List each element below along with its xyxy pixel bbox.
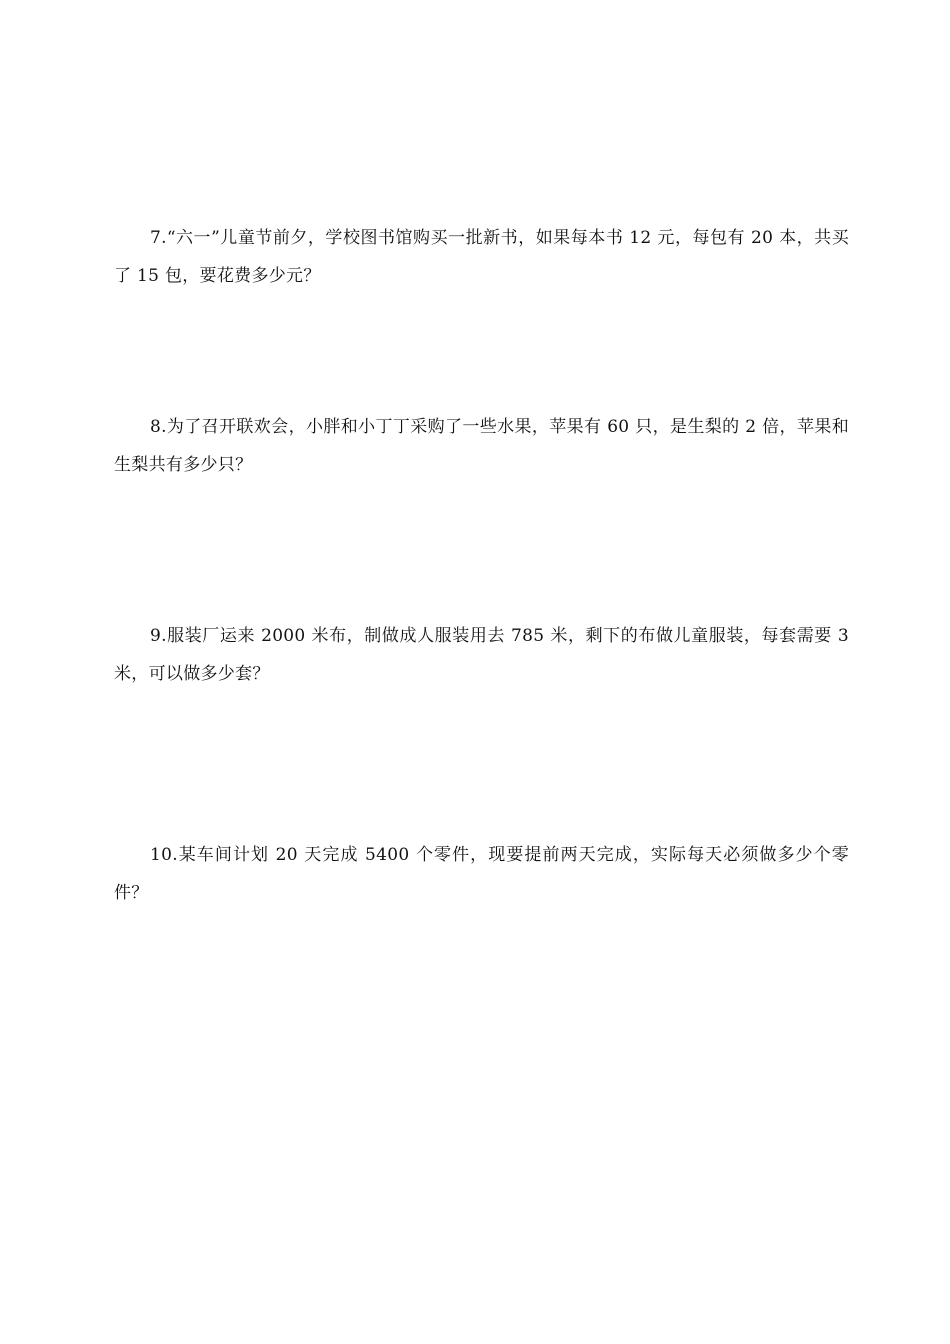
problem-10: 10.某车间计划 20 天完成 5400 个零件，现要提前两天完成，实际每天必须做多少个零件？ <box>114 845 849 903</box>
problem-8: 8.为了召开联欢会，小胖和小丁丁采购了一些水果，苹果有 60 只，是生梨的 2 倍，苹果和生梨共有多少只？ <box>114 417 849 475</box>
problem-9: 9.服装厂运来 2000 米布，制做成人服装用去 785 米，剩下的布做儿童服装，每套需要 3 米，可以做多少套？ <box>114 626 849 684</box>
problem-7: 7.“六一”儿童节前夕，学校图书馆购买一批新书，如果每本书 12 元，每包有 20 本，共买了 15 包，要花费多少元？ <box>114 228 849 286</box>
